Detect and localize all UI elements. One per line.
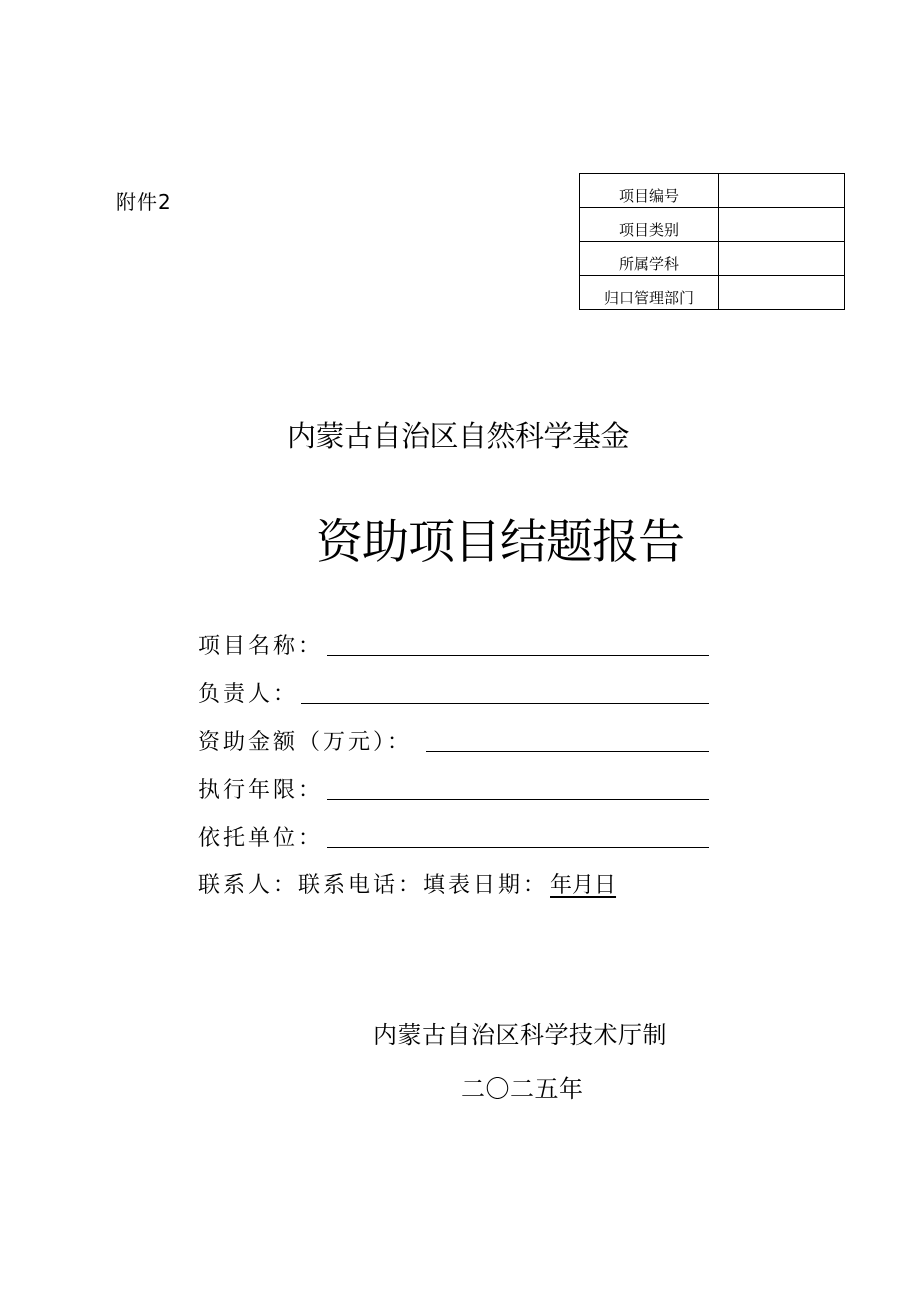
discipline-label: 所属学科 bbox=[580, 242, 719, 276]
project-meta-table bbox=[579, 173, 845, 310]
leader-line[interactable] bbox=[301, 703, 709, 704]
issue-year: 二〇二五年 bbox=[461, 1075, 584, 1103]
fill-date[interactable]: 年月日 bbox=[550, 873, 617, 898]
project-category-value[interactable] bbox=[719, 208, 845, 242]
table-row bbox=[580, 174, 845, 208]
table-row bbox=[580, 276, 845, 310]
table-row bbox=[580, 208, 845, 242]
issuer: 内蒙古自治区科学技术厅制 bbox=[373, 1021, 667, 1049]
funding-line[interactable] bbox=[426, 751, 709, 752]
institution-label: 依托单位： bbox=[198, 826, 324, 851]
fund-subtitle: 内蒙古自治区自然科学基金 bbox=[287, 419, 630, 453]
discipline-value[interactable] bbox=[719, 242, 845, 276]
project-number-value[interactable] bbox=[719, 174, 845, 208]
managing-dept-value[interactable] bbox=[719, 276, 845, 310]
table-row bbox=[580, 242, 845, 276]
institution-line[interactable] bbox=[327, 847, 709, 848]
project-number-label: 项目编号 bbox=[580, 174, 719, 208]
contact-labels: 联系人：联系电话：填表日期： bbox=[198, 873, 549, 898]
period-label: 执行年限： bbox=[198, 778, 324, 803]
managing-dept-label: 归口管理部门 bbox=[580, 276, 719, 310]
attachment-label: 附件2 bbox=[116, 190, 172, 214]
project-name-label: 项目名称： bbox=[198, 634, 324, 659]
period-line[interactable] bbox=[327, 799, 709, 800]
project-category-label: 项目类别 bbox=[580, 208, 719, 242]
funding-label: 资助金额（万元）： bbox=[198, 730, 413, 755]
report-title: 资助项目结题报告 bbox=[316, 515, 684, 570]
contact-row bbox=[198, 871, 616, 901]
leader-label: 负责人： bbox=[198, 682, 299, 707]
project-name-line[interactable] bbox=[327, 655, 709, 656]
